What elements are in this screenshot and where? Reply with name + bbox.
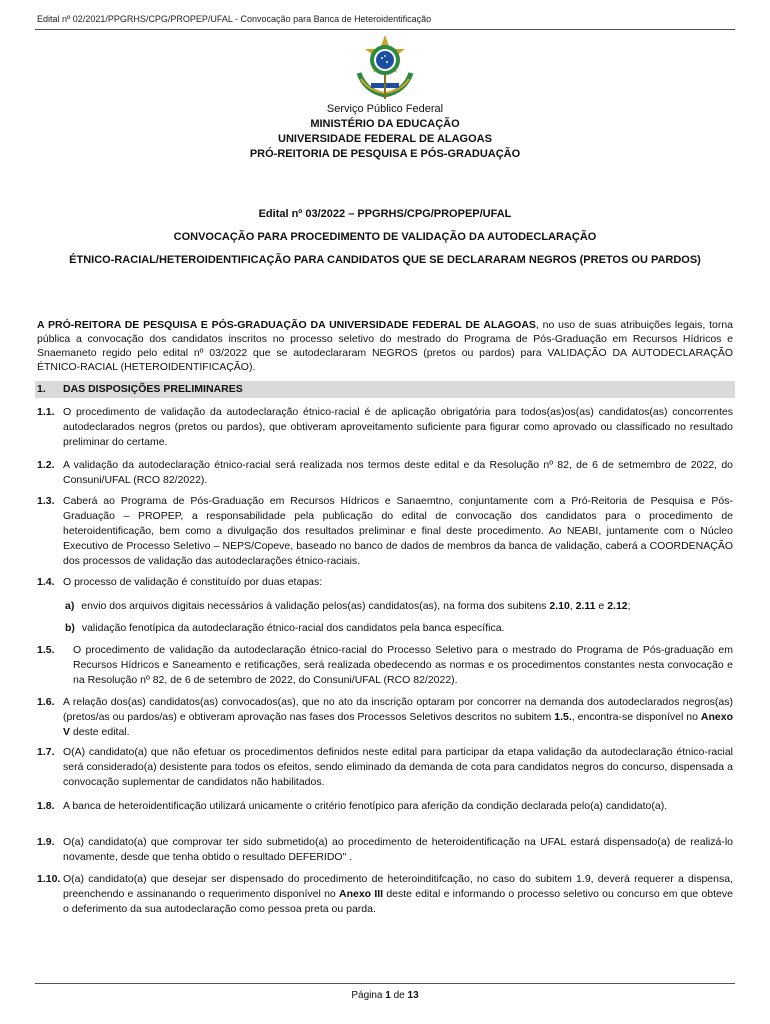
clause-1-8: [37, 799, 733, 814]
item-conjunction: e: [598, 600, 605, 612]
document-titles: [0, 208, 770, 277]
ministry-name: MINISTÉRIO DA EDUCAÇÃO: [310, 118, 460, 130]
clause-text-part: A relação dos(as) candidatos(as) convocados(as), que no ato da inscrição optaram por concorrer na demanda dos autodeclarados negros(as) (pretos/as ou pardos/as) e obtiveram aprovação nas fases dos Processos Seletivos descritos no subitem: [63, 696, 733, 723]
footer-divider: [35, 983, 735, 984]
clause-number: 1.9.: [37, 836, 55, 848]
clause-1-4-item-b: [65, 621, 733, 636]
clause-text-part: deste edital.: [72, 726, 130, 738]
item-text: validação fenotípica da autodeclaração étnico-racial dos candidatos pela banca específica.: [81, 622, 505, 634]
item-text: envio dos arquivos digitais necessários à validação pelos(as) candidatos(as), na forma dos subitens: [81, 600, 547, 612]
clause-text-part: deste edital e informando o processo seletivo ou concurso em que obteve o deferimento da sua autodeclaração como pessoa preta ou parda.: [63, 888, 733, 915]
subitem-ref: 2.12: [607, 600, 628, 612]
clause-number: 1.4.: [37, 576, 55, 588]
clause-text: O(A) candidato(a) que não efetuar os procedimentos definidos neste edital para participar da etapa validação da autodeclaração étnico-racial será considerado(a) desistente para todos os efeitos, sendo eliminado da demanda de cota para candidatos negros do concurso, dispensada a convocação suplementar de candidatos não habilitados.: [63, 746, 733, 788]
page-label: Página: [351, 990, 383, 1001]
item-letter: a): [65, 600, 75, 612]
clause-number: 1.7.: [37, 746, 55, 758]
clause-number: 1.6.: [37, 696, 55, 708]
subitem-ref: 2.11: [575, 600, 596, 612]
annex-ref: Anexo V: [63, 711, 733, 738]
convocation-title-line-1: CONVOCAÇÃO PARA PROCEDIMENTO DE VALIDAÇÃO DA AUTODECLARAÇÃO: [173, 231, 597, 243]
section-number: 1.: [37, 383, 46, 395]
clause-text: O procedimento de validação da autodeclaração étnico-racial é de aplicação obrigatória para todos(as)os(as) candidatos(as) concorrentes autodeclarados negros (pretos ou pardos), que obtiveram aproveitamento suficiente para figurar como aprovado ou classificado no resultado preliminar do certame.: [63, 406, 733, 448]
clause-number: 1.1.: [37, 406, 55, 418]
clause-text: O(a) candidato(a) que comprovar ter sido submetido(a) ao procedimento de heteroidentificação na UFAL estará dispensado(a) de realizá-lo novamente, desde que tenha obtido o resultado DEFERIDO" .: [63, 836, 733, 863]
clause-text-part: , encontra-se disponível no: [571, 711, 698, 723]
subitem-ref: 2.10: [549, 600, 570, 612]
clause-number: 1.5.: [37, 644, 55, 656]
section-heading: [35, 381, 735, 398]
clause-text: O procedimento de validação da autodeclaração étnico-racial do Processo Seletivo para o mestrado do Programa de Pós-graduação em Recursos Hídricos e Saneamento e retificações, será realizada obedecendo as normas e os procedimentos constantes nesta convocação e na Resolução nº 82, de 6 de setembro de 2022, do Consuni/UFAL (RCO 82/2022).: [73, 644, 733, 686]
clause-1-3: [37, 494, 733, 569]
clause-1-7: [37, 745, 733, 790]
clause-number: 1.3.: [37, 495, 55, 507]
clause-1-9: [37, 835, 733, 865]
clause-text: [63, 872, 733, 917]
clause-number: 1.10.: [37, 873, 61, 885]
dean-office-name: PRÓ-REITORIA DE PESQUISA E PÓS-GRADUAÇÃO: [249, 148, 521, 160]
page-total: 13: [407, 990, 419, 1001]
convocation-title-line-2: ÉTNICO-RACIAL/HETEROIDENTIFICAÇÃO PARA CANDIDATOS QUE SE DECLARARAM NEGROS (PRETOS OU PARDOS): [69, 254, 701, 266]
intro-bold: A PRÓ-REITORA DE PESQUISA E PÓS-GRADUAÇÃO DA UNIVERSIDADE FEDERAL DE ALAGOAS: [37, 319, 536, 331]
clause-1-6: [37, 695, 733, 740]
clause-1-4: [37, 575, 733, 590]
university-name: UNIVERSIDADE FEDERAL DE ALAGOAS: [278, 133, 492, 145]
clause-number: 1.2.: [37, 459, 55, 471]
page-of: de: [393, 990, 405, 1001]
item-letter: b): [65, 622, 75, 634]
intro-rest: , no uso de suas atribuições legais, torna pública a convocação dos candidatos inscritos no processo seletivo do mestrado do Programa de Pós-Graduação em Recursos Hídricos e Snaemaneto regido pelo edital nº 03/2022 que se autodeclararam NEGROS (pretos ou pardos) para VALIDAÇÃO DA AUTODECLARAÇÃO ÉTNICO-RACIAL (HETEROIDENTIFICAÇÃO).: [37, 319, 733, 373]
clause-text: O processo de validação é constituído por duas etapas:: [63, 576, 323, 588]
subitem-ref: 1.5.: [554, 711, 572, 723]
clause-1-1: [37, 405, 733, 450]
annex-ref: Anexo III: [339, 888, 384, 900]
clause-number: 1.8.: [37, 800, 55, 812]
section-title: DAS DISPOSIÇÕES PRELIMINARES: [63, 383, 243, 395]
intro-paragraph: [37, 318, 733, 374]
service-name: Serviço Público Federal: [326, 103, 444, 115]
edital-title: Edital nº 03/2022 – PPGRHS/CPG/PROPEP/UFAL: [258, 208, 512, 220]
header-divider: [35, 29, 735, 30]
page-footer: [0, 990, 770, 1001]
brazil-coat-of-arms-icon: [351, 33, 419, 101]
page-number: 1: [385, 990, 391, 1001]
clause-text: A banca de heteroidentificação utilizará unicamente o critério fenotípico para aferição da condição declarada pelo(a) candidato(a).: [63, 800, 668, 812]
clause-text: [63, 695, 733, 740]
running-header: Edital nº 02/2021/PPGRHS/CPG/PROPEP/UFAL - Convocação para Banca de Heteroidentificação: [37, 14, 432, 24]
clause-1-2: [37, 458, 733, 488]
clause-1-5: [37, 643, 733, 688]
clause-1-10: [37, 872, 733, 917]
clause-1-4-item-a: a) envio dos arquivos digitais necessários à validação pelos(as) candidatos(as), na forma dos subitens 2.10, 2.11 e 2.12;: [65, 600, 631, 612]
clause-text: A validação da autodeclaração étnico-racial será realizada nos termos deste edital e da Resolução nº 82, de 6 de setmembro de 2022, do Consuni/UFAL (RCO 82/2022).: [63, 459, 733, 486]
clause-text-part: O(a) candidato(a) que desejar ser dispensado do procedimento de heteroinditifcação, no caso do subitem 1.9, deverá requerer a dispensa, preenchendo e assinanando o requerimento disponível no: [63, 873, 733, 900]
clause-text: Caberá ao Programa de Pós-Graduação em Recursos Hídricos e Sanaemtno, conjuntamente com a Pró-Reitoria de Pesquisa e Pós-Graduação – PROPEP, a responsabilidade pela publicação do edital de convocação dos candidatos para o procedimento de heteroidentificação, bem como a divulgação dos resultados preliminar e final deste procedimento. Ao NEABI, juntamente com o Núcleo Executivo de Processo Seletivo – NEPS/Copeve, baseado no banco de dados de membros da banca de validação, caberá a COORDENAÇÃO dos processos de validação das autodeclarações étnico-raciais.: [63, 495, 733, 567]
institution-block: [0, 102, 770, 162]
